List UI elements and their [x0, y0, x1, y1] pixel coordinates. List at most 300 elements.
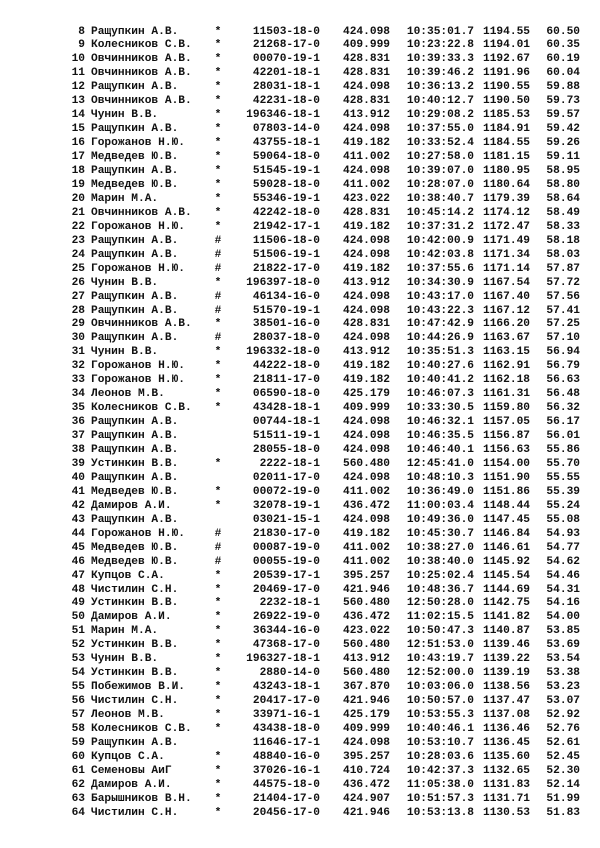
cell-name: Чистилин С.Н.	[91, 583, 179, 596]
cell-score: 53.23	[546, 681, 580, 694]
cell-score: 59.73	[546, 95, 580, 108]
table-row	[0, 235, 600, 249]
cell-speed: 1156.63	[483, 444, 530, 456]
cell-speed: 1184.55	[483, 137, 530, 150]
cell-num: 64	[71, 806, 85, 819]
cell-ring: 59064-18-0	[252, 151, 320, 164]
cell-speed: 1185.53	[483, 109, 530, 122]
table-row	[0, 207, 600, 221]
cell-ring: 21811-17-0	[252, 374, 320, 387]
cell-num: 47	[71, 569, 85, 582]
cell-name: Чистилин С.Н.	[91, 695, 179, 708]
cell-ring: 196397-18-0	[246, 276, 320, 289]
cell-time: 10:44:26.9	[406, 332, 474, 345]
cell-dist: 560.480	[343, 457, 390, 470]
cell-name: Медведев Ю.В.	[91, 178, 179, 191]
cell-mark: *	[214, 402, 222, 415]
cell-mark: *	[214, 151, 222, 164]
cell-score: 60.50	[546, 25, 580, 38]
cell-dist: 421.946	[343, 806, 390, 819]
table-row	[0, 263, 600, 277]
cell-score: 59.88	[546, 81, 580, 94]
table-row	[0, 39, 600, 53]
cell-mark: *	[214, 137, 222, 150]
cell-score: 55.24	[546, 499, 580, 512]
cell-mark: *	[214, 123, 222, 136]
cell-score: 54.16	[546, 597, 580, 610]
cell-dist: 424.098	[343, 25, 390, 38]
cell-time: 10:03:06.0	[406, 681, 474, 694]
cell-name: Овчинников А.В.	[91, 206, 192, 219]
cell-time: 12:51:53.0	[406, 639, 474, 652]
cell-name: Леонов М.В.	[91, 709, 165, 722]
cell-ring: 28031-18-1	[252, 81, 320, 94]
cell-mark: *	[214, 95, 222, 108]
cell-name: Устинкин В.В.	[91, 457, 179, 470]
cell-ring: 03021-15-1	[252, 513, 320, 526]
cell-num: 49	[71, 597, 85, 610]
cell-num: 13	[71, 95, 85, 108]
cell-ring: 44222-18-0	[252, 360, 320, 373]
cell-speed: 1156.87	[483, 430, 530, 443]
cell-mark: *	[214, 25, 222, 38]
cell-score: 57.72	[546, 276, 580, 289]
cell-dist: 424.098	[343, 332, 390, 345]
cell-speed: 1171.14	[483, 262, 530, 275]
cell-time: 10:43:19.7	[406, 653, 474, 666]
cell-mark: #	[214, 248, 222, 261]
cell-score: 57.56	[546, 290, 580, 303]
cell-mark: *	[214, 792, 222, 805]
cell-time: 10:45:30.7	[406, 527, 474, 540]
cell-ring: 21942-17-1	[252, 220, 320, 233]
cell-name: Горожанов Н.Ю.	[91, 220, 185, 233]
cell-time: 10:53:55.3	[406, 709, 474, 722]
cell-ring: 21822-17-0	[252, 262, 320, 275]
cell-ring: 20539-17-1	[252, 569, 320, 582]
cell-time: 11:02:15.5	[406, 611, 474, 624]
cell-dist: 428.831	[343, 53, 390, 66]
cell-ring: 51545-19-1	[252, 165, 320, 177]
table-row	[0, 486, 600, 500]
cell-num: 48	[71, 583, 85, 596]
cell-name: Медведев Ю.В.	[91, 151, 179, 164]
cell-time: 10:36:13.2	[406, 81, 474, 94]
cell-dist: 428.831	[343, 206, 390, 219]
cell-mark: *	[214, 653, 222, 666]
cell-speed: 1167.12	[483, 304, 530, 317]
cell-time: 10:51:57.3	[406, 792, 474, 805]
cell-ring: 196327-18-1	[246, 653, 320, 666]
cell-speed: 1163.15	[483, 346, 530, 359]
cell-ring: 196332-18-0	[246, 346, 320, 359]
cell-name: Горожанов Н.Ю.	[91, 527, 185, 540]
cell-name: Медведев Ю.В.	[91, 541, 179, 554]
cell-ring: 06590-18-0	[252, 388, 320, 401]
cell-score: 55.86	[546, 444, 580, 456]
cell-name: Ращупкин А.В.	[91, 248, 179, 261]
cell-dist: 419.182	[343, 137, 390, 150]
cell-speed: 1167.40	[483, 290, 530, 303]
cell-num: 9	[78, 39, 85, 52]
cell-name: Ращупкин А.В.	[91, 123, 179, 136]
cell-time: 10:28:03.6	[406, 750, 474, 763]
cell-num: 28	[71, 304, 85, 317]
cell-name: Ращупкин А.В.	[91, 513, 179, 526]
cell-mark: *	[214, 569, 222, 582]
cell-time: 12:50:28.0	[406, 597, 474, 610]
cell-speed: 1184.91	[483, 123, 530, 136]
cell-num: 35	[71, 402, 85, 415]
cell-name: Ращупкин А.В.	[91, 304, 179, 317]
cell-num: 43	[71, 513, 85, 526]
cell-ring: 36344-16-0	[252, 625, 320, 638]
cell-time: 10:48:36.7	[406, 583, 474, 596]
table-row	[0, 765, 600, 779]
cell-num: 11	[71, 67, 85, 80]
cell-time: 10:49:36.0	[406, 513, 474, 526]
cell-time: 10:35:01.7	[406, 25, 474, 38]
cell-speed: 1194.55	[483, 25, 530, 38]
cell-num: 24	[71, 248, 85, 261]
cell-time: 10:46:32.1	[406, 416, 474, 429]
cell-num: 19	[71, 178, 85, 191]
cell-mark: *	[214, 597, 222, 610]
cell-time: 10:38:40.7	[406, 192, 474, 205]
cell-ring: 20469-17-0	[252, 583, 320, 596]
cell-mark: *	[214, 109, 222, 122]
cell-score: 59.26	[546, 137, 580, 150]
cell-speed: 1151.86	[483, 485, 530, 498]
cell-num: 55	[71, 681, 85, 694]
cell-dist: 560.480	[343, 639, 390, 652]
cell-speed: 1145.92	[483, 555, 530, 568]
cell-name: Семеновы АиГ	[91, 764, 172, 777]
cell-num: 23	[71, 234, 85, 247]
cell-speed: 1137.47	[483, 695, 530, 708]
cell-time: 10:23:22.8	[406, 39, 474, 52]
cell-ring: 47368-17-0	[252, 639, 320, 652]
cell-ring: 43438-18-0	[252, 723, 320, 735]
cell-num: 31	[71, 346, 85, 359]
cell-name: Горожанов Н.Ю.	[91, 360, 185, 373]
cell-name: Ращупкин А.В.	[91, 81, 179, 94]
cell-time: 10:50:57.0	[406, 695, 474, 708]
cell-num: 33	[71, 374, 85, 387]
table-row	[0, 165, 600, 179]
cell-score: 54.31	[546, 583, 580, 596]
cell-name: Дамиров А.И.	[91, 778, 172, 791]
cell-num: 21	[71, 206, 85, 219]
cell-mark: #	[214, 234, 222, 247]
cell-time: 10:28:07.0	[406, 178, 474, 191]
table-row	[0, 779, 600, 793]
cell-dist: 425.179	[343, 709, 390, 722]
cell-num: 54	[71, 667, 85, 680]
cell-dist: 424.907	[343, 792, 390, 805]
table-row	[0, 528, 600, 542]
cell-mark: *	[214, 681, 222, 694]
cell-ring: 48840-16-0	[252, 750, 320, 763]
cell-dist: 424.098	[343, 430, 390, 443]
cell-mark: *	[214, 374, 222, 387]
cell-time: 10:39:07.0	[406, 165, 474, 177]
cell-score: 56.79	[546, 360, 580, 373]
cell-name: Устинкин В.В.	[91, 639, 179, 652]
cell-ring: 38501-16-0	[252, 318, 320, 331]
cell-num: 36	[71, 416, 85, 429]
table-row	[0, 67, 600, 81]
table-row	[0, 179, 600, 193]
cell-num: 18	[71, 165, 85, 177]
cell-time: 10:45:14.2	[406, 206, 474, 219]
cell-score: 53.38	[546, 667, 580, 680]
cell-mark: *	[214, 178, 222, 191]
cell-name: Горожанов Н.Ю.	[91, 137, 185, 150]
cell-score: 54.00	[546, 611, 580, 624]
cell-name: Дамиров А.И.	[91, 611, 172, 624]
cell-dist: 419.182	[343, 527, 390, 540]
cell-time: 10:43:22.3	[406, 304, 474, 317]
cell-speed: 1147.45	[483, 513, 530, 526]
cell-dist: 424.098	[343, 248, 390, 261]
cell-name: Ращупкин А.В.	[91, 25, 179, 38]
cell-mark: #	[214, 332, 222, 345]
table-row	[0, 653, 600, 667]
cell-dist: 419.182	[343, 360, 390, 373]
cell-name: Медведев Ю.В.	[91, 485, 179, 498]
cell-speed: 1130.53	[483, 806, 530, 819]
cell-speed: 1179.39	[483, 192, 530, 205]
cell-score: 56.63	[546, 374, 580, 387]
cell-speed: 1145.54	[483, 569, 530, 582]
cell-name: Устинкин В.В.	[91, 597, 179, 610]
cell-score: 58.49	[546, 206, 580, 219]
cell-ring: 00072-19-0	[252, 485, 320, 498]
cell-time: 10:40:12.7	[406, 95, 474, 108]
cell-dist: 423.022	[343, 192, 390, 205]
cell-speed: 1181.15	[483, 151, 530, 164]
table-row	[0, 291, 600, 305]
cell-name: Ращупкин А.В.	[91, 430, 179, 443]
cell-speed: 1163.67	[483, 332, 530, 345]
cell-mark: *	[214, 457, 222, 470]
cell-time: 11:05:38.0	[406, 778, 474, 791]
cell-mark: *	[214, 695, 222, 708]
cell-name: Чунин В.В.	[91, 109, 159, 122]
table-row	[0, 570, 600, 584]
cell-time: 10:39:46.2	[406, 67, 474, 80]
cell-time: 10:47:42.9	[406, 318, 474, 331]
cell-name: Купцов С.А.	[91, 569, 165, 582]
cell-score: 59.11	[546, 151, 580, 164]
cell-score: 54.93	[546, 527, 580, 540]
cell-num: 14	[71, 109, 85, 122]
cell-speed: 1141.82	[483, 611, 530, 624]
cell-ring: 07803-14-0	[252, 123, 320, 136]
cell-ring: 55346-19-1	[252, 192, 320, 205]
cell-ring: 20456-17-0	[252, 806, 320, 819]
cell-speed: 1190.50	[483, 95, 530, 108]
cell-num: 22	[71, 220, 85, 233]
cell-dist: 424.098	[343, 736, 390, 749]
cell-ring: 00070-19-1	[252, 53, 320, 66]
cell-dist: 424.098	[343, 304, 390, 317]
cell-name: Чунин В.В.	[91, 346, 159, 359]
cell-ring: 2880-14-0	[259, 667, 320, 680]
table-row	[0, 500, 600, 514]
cell-time: 10:37:55.0	[406, 123, 474, 136]
cell-dist: 424.098	[343, 123, 390, 136]
cell-dist: 411.002	[343, 485, 390, 498]
cell-score: 58.80	[546, 178, 580, 191]
cell-num: 63	[71, 792, 85, 805]
cell-ring: 00087-19-0	[252, 541, 320, 554]
cell-score: 59.57	[546, 109, 580, 122]
cell-dist: 560.480	[343, 667, 390, 680]
cell-score: 57.41	[546, 304, 580, 317]
cell-dist: 419.182	[343, 374, 390, 387]
table-row	[0, 737, 600, 751]
cell-ring: 28055-18-0	[252, 444, 320, 456]
cell-time: 10:50:47.3	[406, 625, 474, 638]
cell-ring: 42201-18-1	[252, 67, 320, 80]
cell-ring: 21404-17-0	[252, 792, 320, 805]
table-row	[0, 374, 600, 388]
cell-dist: 560.480	[343, 597, 390, 610]
cell-num: 41	[71, 485, 85, 498]
cell-mark: #	[214, 527, 222, 540]
cell-dist: 424.098	[343, 444, 390, 456]
cell-ring: 00055-19-0	[252, 555, 320, 568]
cell-speed: 1137.08	[483, 709, 530, 722]
cell-num: 51	[71, 625, 85, 638]
cell-score: 51.99	[546, 792, 580, 805]
cell-score: 53.85	[546, 625, 580, 638]
cell-ring: 43755-18-1	[252, 137, 320, 150]
cell-mark: *	[214, 165, 222, 177]
cell-time: 10:25:02.4	[406, 569, 474, 582]
cell-num: 30	[71, 332, 85, 345]
cell-mark: *	[214, 220, 222, 233]
cell-time: 10:40:27.6	[406, 360, 474, 373]
cell-name: Марин М.А.	[91, 192, 159, 205]
cell-dist: 425.179	[343, 388, 390, 401]
cell-dist: 395.257	[343, 750, 390, 763]
table-row	[0, 123, 600, 137]
cell-speed: 1161.31	[483, 388, 530, 401]
cell-mark: *	[214, 709, 222, 722]
table-row	[0, 95, 600, 109]
cell-name: Марин М.А.	[91, 625, 159, 638]
cell-mark: *	[214, 778, 222, 791]
cell-mark: *	[214, 192, 222, 205]
table-row	[0, 249, 600, 263]
cell-speed: 1136.46	[483, 723, 530, 735]
cell-mark: *	[214, 499, 222, 512]
cell-dist: 413.912	[343, 346, 390, 359]
cell-speed: 1194.01	[483, 39, 530, 52]
cell-speed: 1180.95	[483, 165, 530, 177]
cell-time: 10:38:27.0	[406, 541, 474, 554]
cell-ring: 46134-16-0	[252, 290, 320, 303]
cell-name: Ращупкин А.В.	[91, 471, 179, 484]
cell-num: 42	[71, 499, 85, 512]
cell-ring: 21830-17-0	[252, 527, 320, 540]
cell-num: 44	[71, 527, 85, 540]
cell-ring: 33971-16-1	[252, 709, 320, 722]
cell-speed: 1139.22	[483, 653, 530, 666]
cell-num: 50	[71, 611, 85, 624]
cell-score: 52.30	[546, 764, 580, 777]
cell-mark: #	[214, 304, 222, 317]
cell-num: 53	[71, 653, 85, 666]
cell-num: 59	[71, 736, 85, 749]
cell-mark: *	[214, 318, 222, 331]
cell-time: 10:43:17.0	[406, 290, 474, 303]
cell-ring: 20417-17-0	[252, 695, 320, 708]
cell-num: 20	[71, 192, 85, 205]
cell-name: Ращупкин А.В.	[91, 736, 179, 749]
cell-speed: 1144.69	[483, 583, 530, 596]
cell-num: 56	[71, 695, 85, 708]
cell-ring: 59028-18-0	[252, 178, 320, 191]
cell-ring: 32078-19-1	[252, 499, 320, 512]
cell-mark: *	[214, 723, 222, 735]
table-row	[0, 151, 600, 165]
cell-time: 12:52:00.0	[406, 667, 474, 680]
cell-ring: 51511-19-1	[252, 430, 320, 443]
cell-ring: 51506-19-1	[252, 248, 320, 261]
cell-name: Овчинников А.В.	[91, 67, 192, 80]
cell-speed: 1162.18	[483, 374, 530, 387]
cell-name: Горожанов Н.Ю.	[91, 374, 185, 387]
cell-mark: *	[214, 485, 222, 498]
cell-ring: 51570-19-1	[252, 304, 320, 317]
table-row	[0, 625, 600, 639]
cell-dist: 424.098	[343, 81, 390, 94]
table-row	[0, 332, 600, 346]
cell-dist: 411.002	[343, 178, 390, 191]
cell-score: 58.18	[546, 234, 580, 247]
cell-time: 10:37:55.6	[406, 262, 474, 275]
cell-dist: 411.002	[343, 151, 390, 164]
cell-name: Чистилин С.Н.	[91, 806, 179, 819]
cell-speed: 1131.83	[483, 778, 530, 791]
cell-name: Ращупкин А.В.	[91, 444, 179, 456]
cell-score: 60.04	[546, 67, 580, 80]
table-row	[0, 695, 600, 709]
cell-score: 59.42	[546, 123, 580, 136]
cell-name: Ращупкин А.В.	[91, 332, 179, 345]
cell-ring: 11506-18-0	[252, 234, 320, 247]
cell-name: Колесников С.В.	[91, 402, 192, 415]
cell-score: 56.01	[546, 430, 580, 443]
cell-mark: *	[214, 276, 222, 289]
cell-time: 12:45:41.0	[406, 457, 474, 470]
cell-dist: 424.098	[343, 165, 390, 177]
cell-score: 56.32	[546, 402, 580, 415]
cell-speed: 1171.34	[483, 248, 530, 261]
cell-num: 40	[71, 471, 85, 484]
cell-mark: #	[214, 555, 222, 568]
cell-speed: 1139.19	[483, 667, 530, 680]
cell-num: 17	[71, 151, 85, 164]
cell-speed: 1140.87	[483, 625, 530, 638]
cell-score: 52.76	[546, 723, 580, 735]
cell-dist: 424.098	[343, 416, 390, 429]
table-row	[0, 402, 600, 416]
